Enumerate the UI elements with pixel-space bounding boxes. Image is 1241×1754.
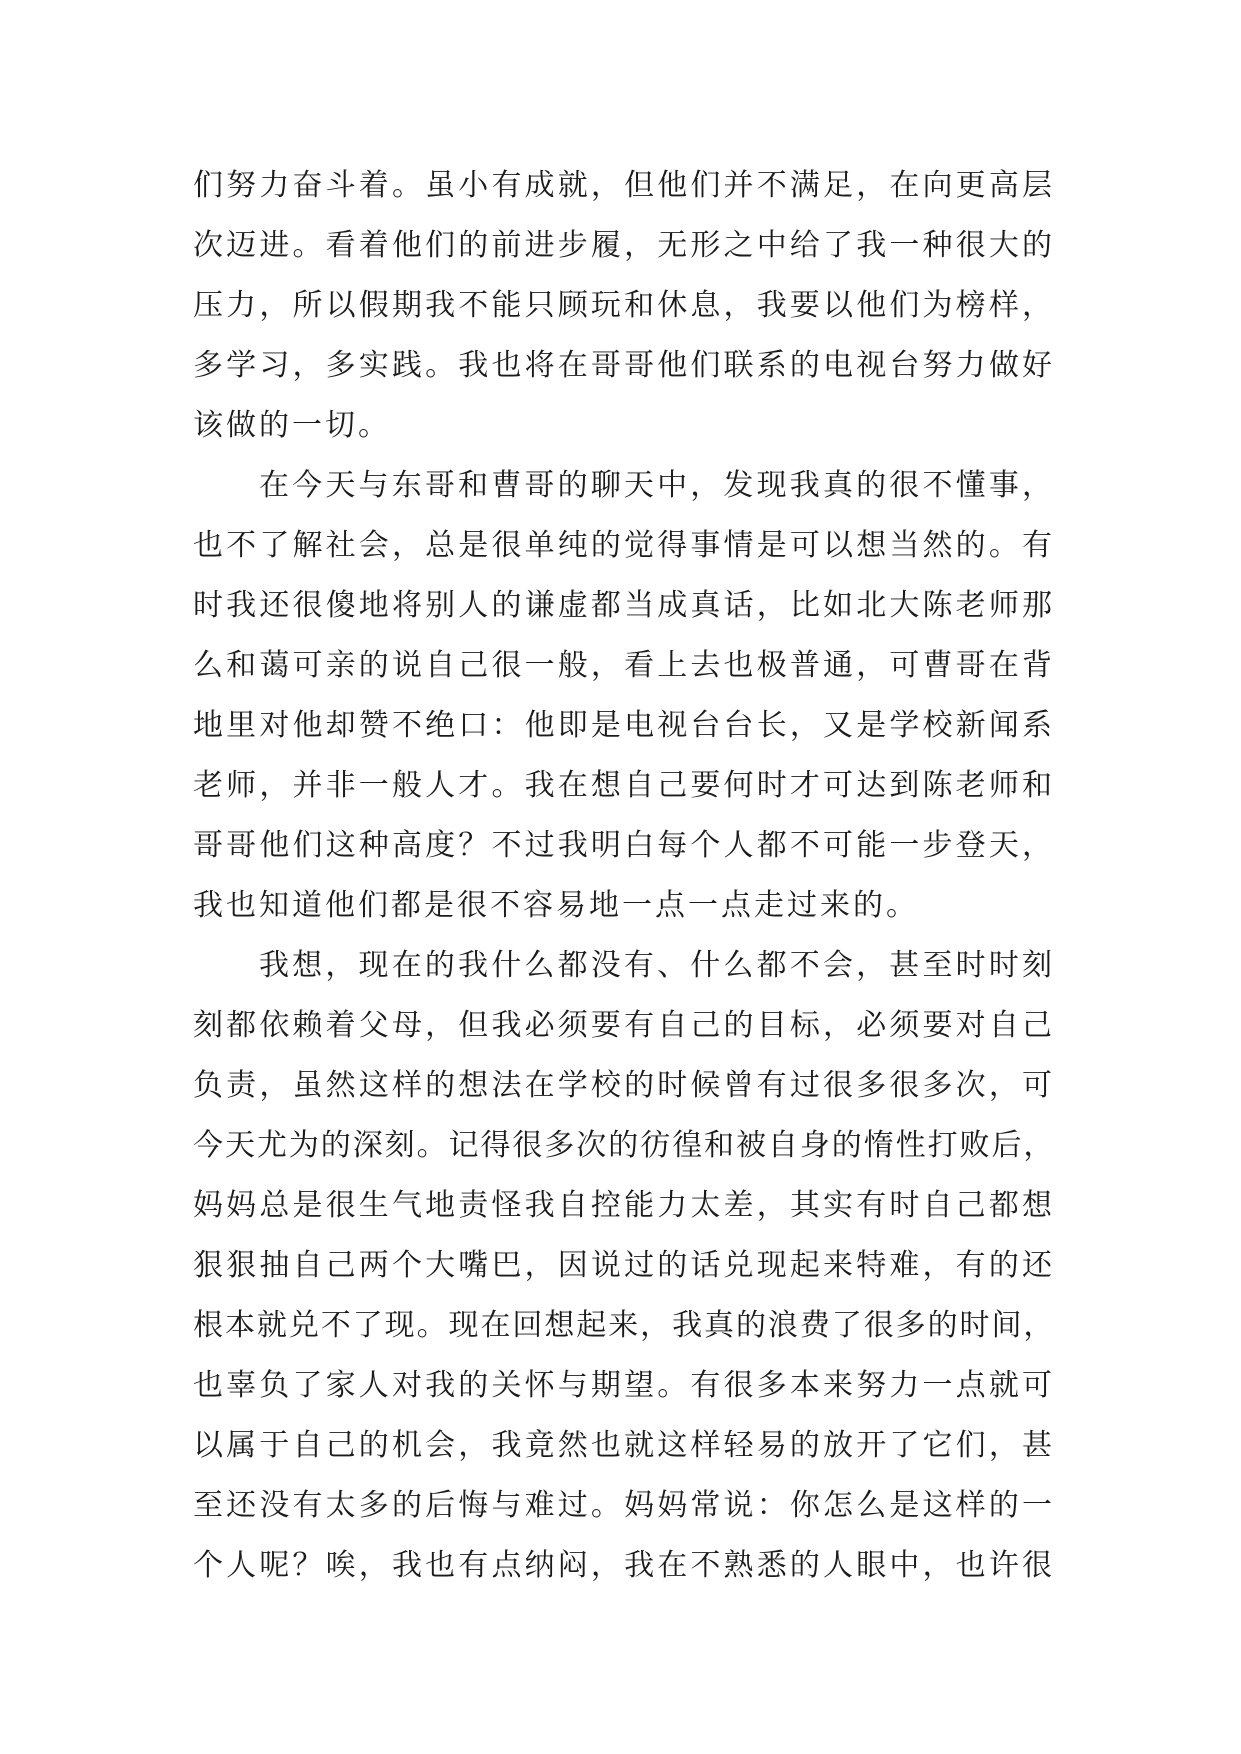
text-line: 妈妈总是很生气地责怪我自控能力太差，其实有时自己都想 xyxy=(193,1188,1055,1223)
text-line: 多学习，多实践。我也将在哥哥他们联系的电视台努力做好 xyxy=(193,348,1055,383)
paragraph-1 xyxy=(193,156,1055,456)
text-line: 该做的一切。 xyxy=(193,408,391,443)
text-line: 负责，虽然这样的想法在学校的时候曾有过很多很多次，可 xyxy=(193,1068,1055,1103)
text-line: 至还没有太多的后悔与难过。妈妈常说：你怎么是这样的一 xyxy=(193,1488,1055,1523)
text-line: 个人呢？唉，我也有点纳闷，我在不熟悉的人眼中，也许很 xyxy=(193,1548,1055,1583)
paragraph-2 xyxy=(193,456,1055,936)
text-line: 地里对他却赞不绝口：他即是电视台台长，又是学校新闻系 xyxy=(193,708,1055,743)
paragraph-3 xyxy=(193,936,1055,1596)
text-line: 压力，所以假期我不能只顾玩和休息，我要以他们为榜样， xyxy=(193,288,1055,323)
text-line: 时我还很傻地将别人的谦虚都当成真话，比如北大陈老师那 xyxy=(193,588,1055,623)
text-line: 刻都依赖着父母，但我必须要有自己的目标，必须要对自己 xyxy=(193,1008,1055,1043)
text-line: 哥哥他们这种高度？不过我明白每个人都不可能一步登天， xyxy=(193,828,1055,863)
text-line: 我也知道他们都是很不容易地一点一点走过来的。 xyxy=(193,888,919,923)
text-line: 我想，现在的我什么都没有、什么都不会，甚至时时刻 xyxy=(259,948,1055,983)
text-line: 么和蔼可亲的说自己很一般，看上去也极普通，可曹哥在背 xyxy=(193,648,1055,683)
text-line: 也辜负了家人对我的关怀与期望。有很多本来努力一点就可 xyxy=(193,1368,1055,1403)
text-line: 也不了解社会，总是很单纯的觉得事情是可以想当然的。有 xyxy=(193,528,1055,563)
text-line: 今天尤为的深刻。记得很多次的彷徨和被自身的惰性打败后， xyxy=(193,1128,1055,1163)
text-line: 以属于自己的机会，我竟然也就这样轻易的放开了它们，甚 xyxy=(193,1428,1055,1463)
text-line: 根本就兑不了现。现在回想起来，我真的浪费了很多的时间， xyxy=(193,1308,1055,1343)
text-line: 老师，并非一般人才。我在想自己要何时才可达到陈老师和 xyxy=(193,768,1055,803)
text-line: 次迈进。看着他们的前进步履，无形之中给了我一种很大的 xyxy=(193,228,1055,263)
body-text xyxy=(193,156,1055,1596)
text-line: 狠狠抽自己两个大嘴巴，因说过的话兑现起来特难，有的还 xyxy=(193,1248,1055,1283)
text-line: 们努力奋斗着。虽小有成就，但他们并不满足，在向更高层 xyxy=(193,168,1055,203)
text-line: 在今天与东哥和曹哥的聊天中，发现我真的很不懂事， xyxy=(259,468,1055,503)
